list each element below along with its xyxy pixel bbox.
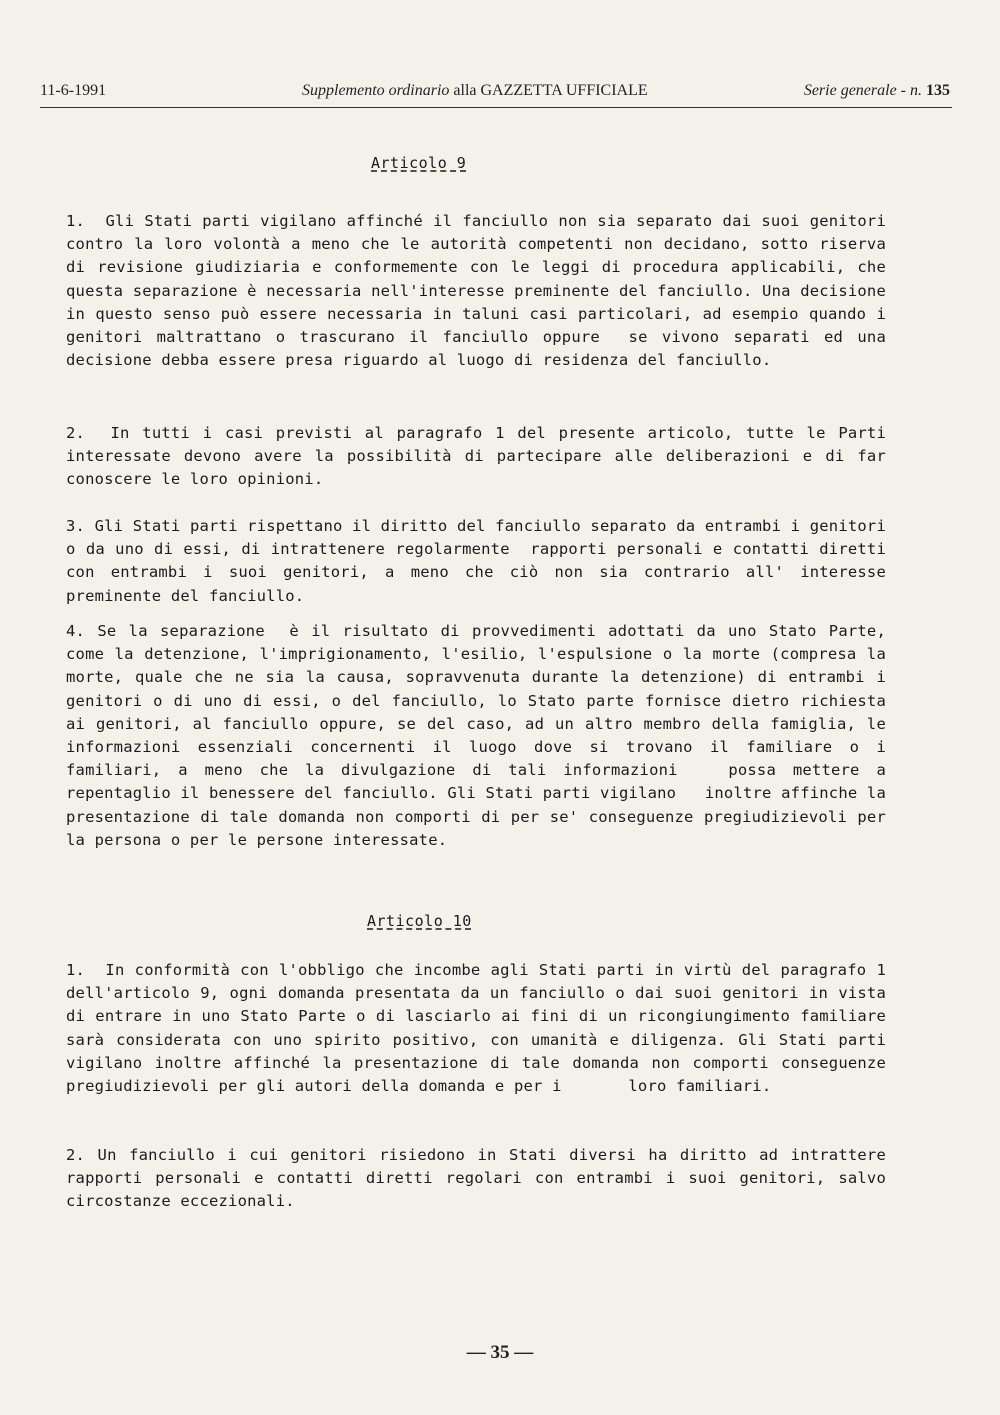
header-supplement: Supplemento ordinario [302,82,450,99]
article-9-paragraph-1: 1. Gli Stati parti vigilano affinché il fanciullo non sia separato dai suoi genitori contro la loro volontà a meno che le autorità competenti non decidano, sotto riserva di revisione giudiziaria e conformemente con le leggi di procedura applicabili, che questa separazione è necessaria nell'interesse preminente del fanciullo. Una decisione in questo senso può essere necessaria in taluni casi particolari, ad esempio quando i genitori maltrattano o trascurano il fanciullo oppure se vivono separati ed una decisione debba essere presa riguardo al luogo di residenza del fanciullo. [66,212,896,370]
header-rule [40,107,952,108]
header-issue-number: 135 [926,82,950,99]
header-series [804,82,950,100]
article-9-paragraph-4: 4. Se la separazione è il risultato di provvedimenti adottati da uno Stato Parte, come la detenzione, l'imprigionamento, l'esilio, l'espulsione o la morte (compresa la morte, quale che ne sia la causa, sopravvenuta durante la detenzione) di entrambi i genitori o di uno di essi, o del fanciullo, lo Stato parte fornisce dietro richiesta ai genitori, al fanciullo oppure, se del caso, ad un altro membro della famiglia, le informazioni essenziali concernenti il luogo dove si trovano il familiare o i familiari, a meno che la divulgazione di tali informazioni possa mettere a repentaglio il benessere del fanciullo. Gli Stati parti vigilano inoltre affinche la presentazione di tale domanda non comporti di per se' conseguenze pregiudizievoli per la persona o per le persone interessate. [66,622,896,849]
article-9-heading: Articolo 9 [371,154,467,172]
article-10-heading: Articolo 10 [367,912,472,930]
header-gazette: alla GAZZETTA UFFICIALE [449,82,648,99]
header-series-label: Serie generale - n. [803,82,926,99]
article-9-paragraph-2: 2. In tutti i casi previsti al paragrafo 1 del presente articolo, tutte le Parti interessate devono avere la possibilità di partecipare alle deliberazioni e di far conoscere le loro opinioni. [66,424,896,489]
page-header [40,82,950,108]
page-number: — 35 — [466,1342,534,1363]
article-9-paragraph-3: 3. Gli Stati parti rispettano il diritto del fanciullo separato da entrambi i genitori o da uno di essi, di intrattenere regolarmente rapporti personali e contatti diretti con entrambi i suoi genitori, a meno che ciò non sia contrario all' interesse preminente del fanciullo. [66,517,896,605]
header-publication [302,82,648,100]
article-10-paragraph-1: 1. In conformità con l'obbligo che incombe agli Stati parti in virtù del paragrafo 1 dell'articolo 9, ogni domanda presentata da un fanciullo o dai suoi genitori in vista di entrare in uno Stato Parte o di lasciarlo ai fini di un ricongiungimento familiare sarà considerata con uno spirito positivo, con umanità e diligenza. Gli Stati parti vigilano inoltre affinché la presentazione di tale domanda non comporti conseguenze pregiudizievoli per gli autori della domanda e per i loro familiari. [66,961,896,1096]
article-10-paragraph-2: 2. Un fanciullo i cui genitori risiedono in Stati diversi ha diritto ad intrattere rapporti personali e contatti diretti regolari con entrambi i suoi genitori, salvo circostanze eccezionali. [66,1146,896,1211]
header-date: 11-6-1991 [40,82,107,99]
